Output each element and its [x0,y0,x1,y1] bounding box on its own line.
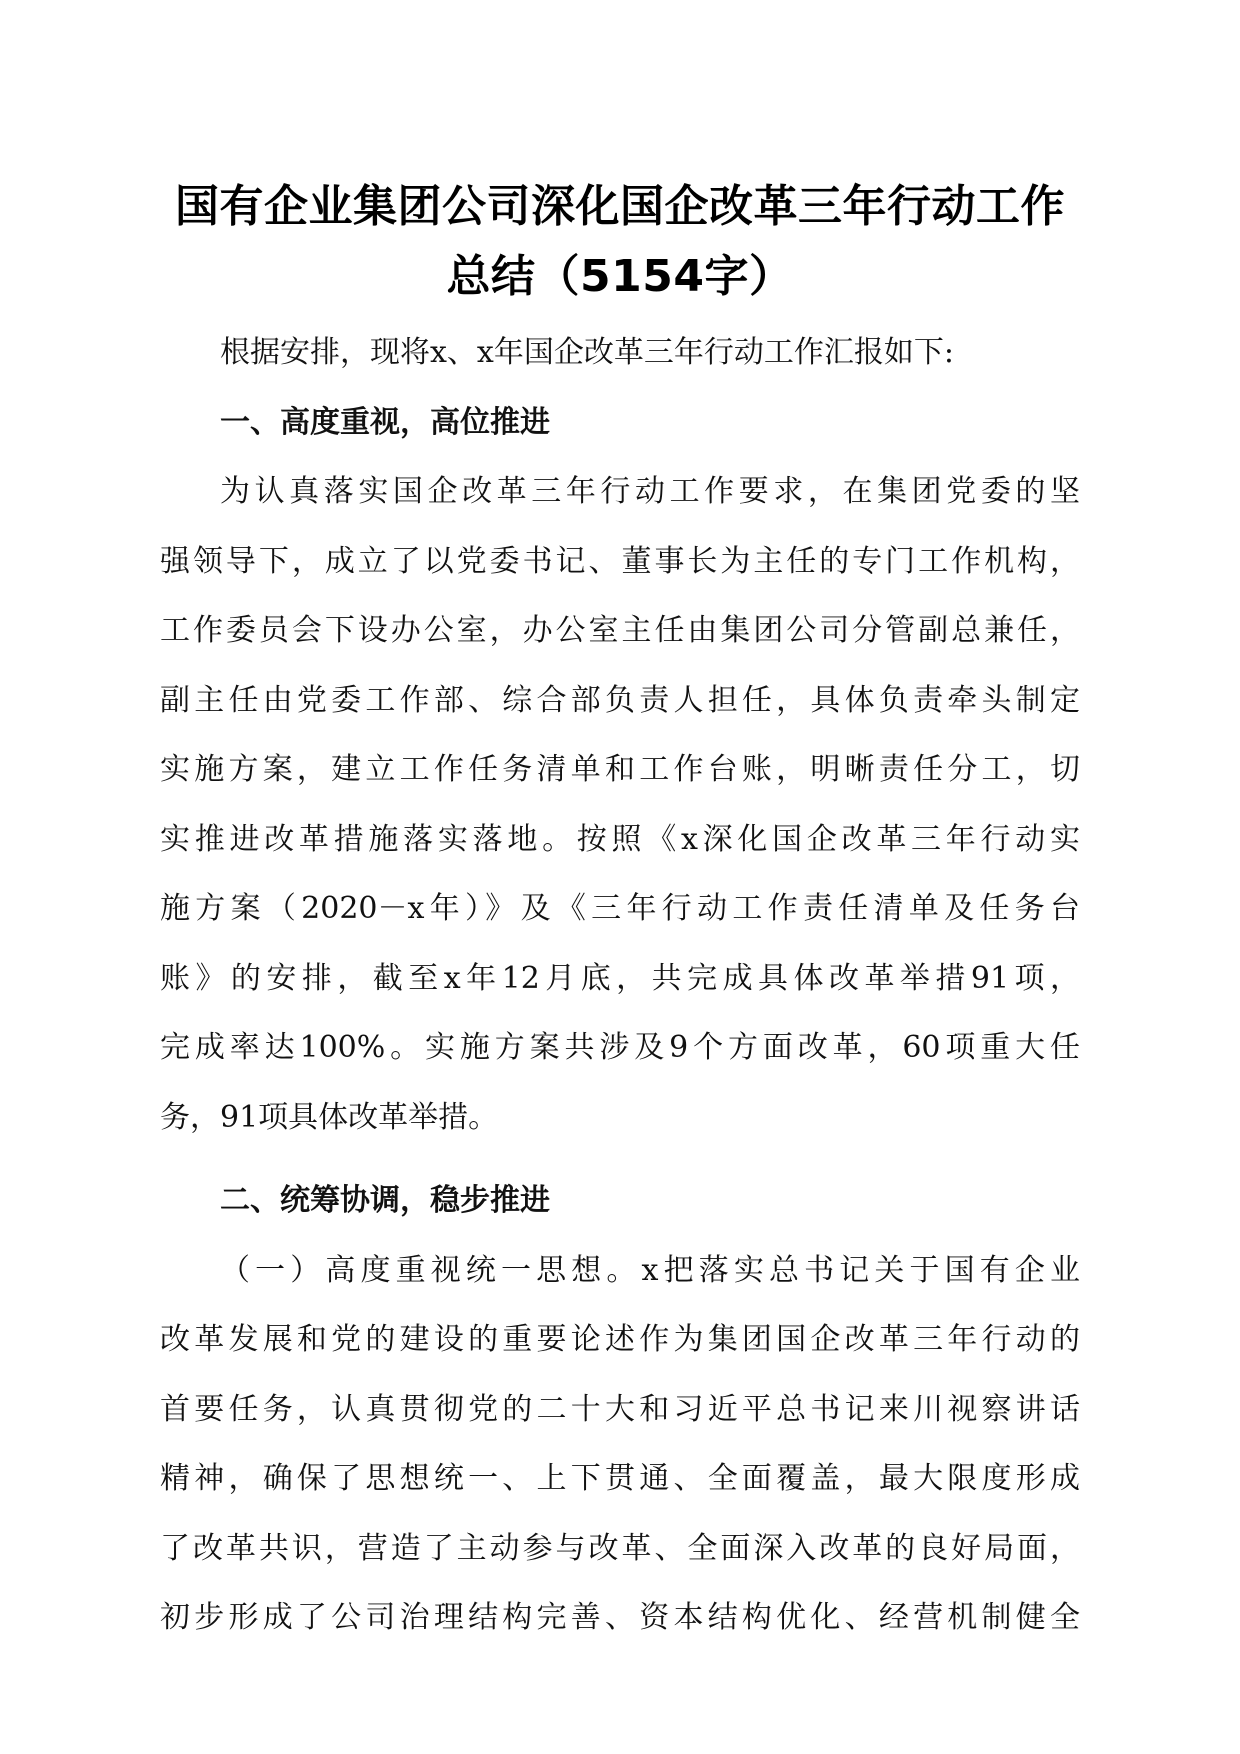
paragraph-line: 实推进改革措施落实落地。按照《x深化国企改革三年行动实 [160,821,1080,857]
paragraph-line: 精神，确保了思想统一、上下贯通、全面覆盖，最大限度形成 [160,1461,1080,1496]
spacer [160,1152,1080,1166]
section-heading-1: 一、高度重视，高位推进 [220,404,550,440]
paragraph-line: （一）高度重视统一思想。x把落实总书记关于国有企业 [220,1252,1080,1288]
paragraph-line: 工作委员会下设办公室，办公室主任由集团公司分管副总兼任， [160,613,1080,648]
section-heading-2: 二、统筹协调，稳步推进 [220,1183,550,1218]
paragraph-line: 账》的安排，截至x年12月底，共完成具体改革举措91项， [160,960,1080,996]
paragraph-line: 完成率达100%。实施方案共涉及9个方面改革，60项重大任 [160,1030,1080,1065]
intro-paragraph: 根据安排，现将x、x年国企改革三年行动工作汇报如下: [220,335,954,370]
paragraph-line: 强领导下，成立了以党委书记、董事长为主任的专门工作机构， [160,543,1080,579]
title-line-2: 总结（5154字） [446,250,794,302]
paragraph-line: 为认真落实国企改革三年行动工作要求，在集团党委的坚 [220,474,1080,509]
paragraph-line: 务，91项具体改革举措。 [160,1099,499,1135]
paragraph-line: 副主任由党委工作部、综合部负责人担任，具体负责牵头制定 [160,682,1080,718]
paragraph-line: 了改革共识，营造了主动参与改革、全面深入改革的良好局面， [160,1530,1080,1566]
title-line-1: 国有企业集团公司深化国企改革三年行动工作 [175,181,1065,232]
document-body [160,318,1080,1653]
paragraph-line: 改革发展和党的建设的重要论述作为集团国企改革三年行动的 [160,1322,1080,1357]
document-title [150,172,1090,311]
paragraph-line: 初步形成了公司治理结构完善、资本结构优化、经营机制健全 [160,1600,1080,1635]
paragraph-line: 实施方案，建立工作任务清单和工作台账，明晰责任分工，切 [160,752,1080,787]
paragraph-line: 首要任务，认真贯彻党的二十大和习近平总书记来川视察讲话 [160,1391,1080,1427]
paragraph-line: 施方案（2020－x年）》及《三年行动工作责任清单及任务台 [160,891,1080,926]
